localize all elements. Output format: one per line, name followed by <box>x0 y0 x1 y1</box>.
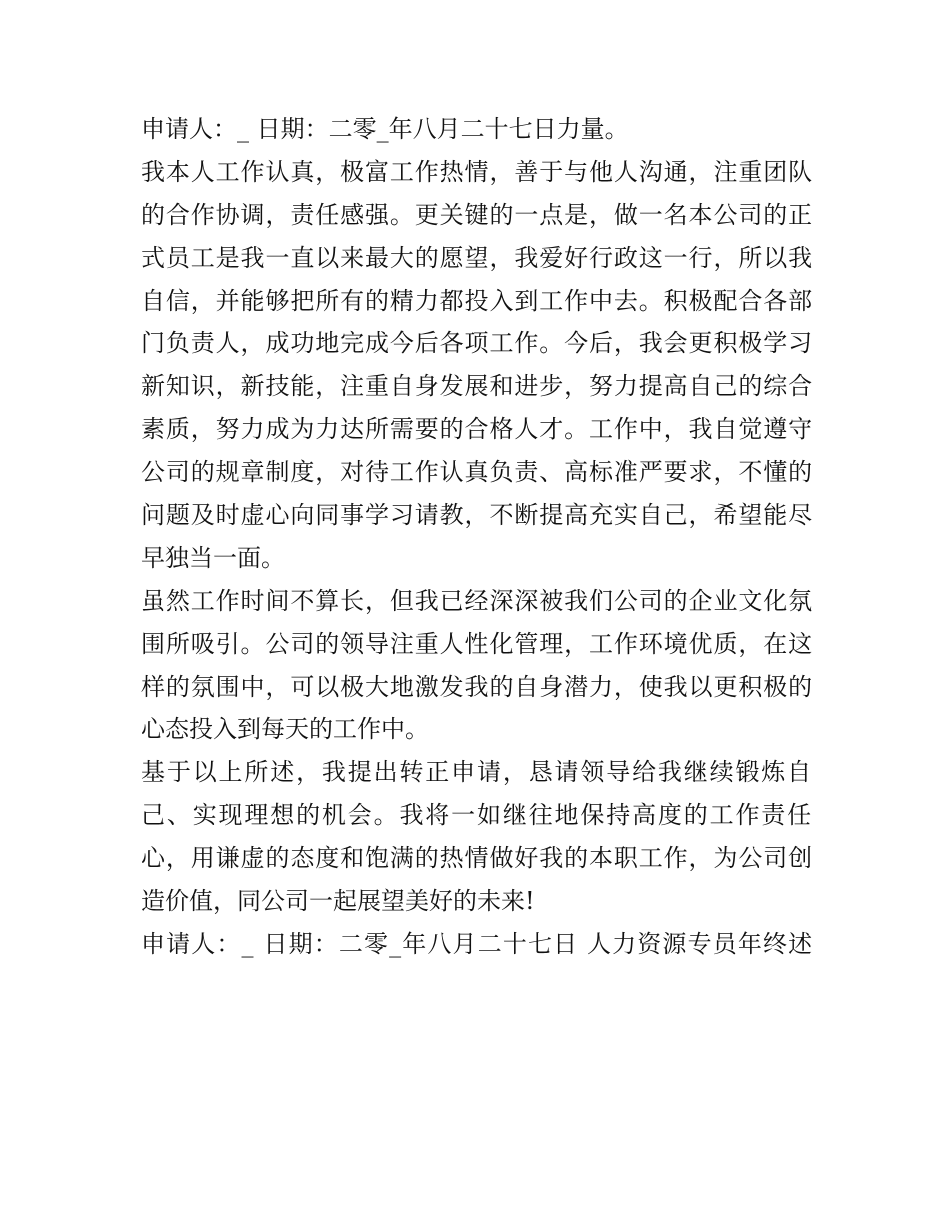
text-line: 申请人：_ 日期：二零_年八月二十七日 人力资源专员年终述 <box>141 929 814 958</box>
text-line: 的合作协调，责任感强。更关键的一点是，做一名本公司的正 <box>141 200 814 229</box>
text-line: 早独当一面。 <box>141 543 285 572</box>
text-line: 素质，努力成为力达所需要的合格人才。工作中，我自觉遵守 <box>141 415 814 444</box>
text-line: 围所吸引。公司的领导注重人性化管理，工作环境优质，在这 <box>141 629 814 658</box>
text-line: 心态投入到每天的工作中。 <box>141 715 429 744</box>
text-line: 公司的规章制度，对待工作认真负责、高标准严要求，不懂的 <box>141 458 814 487</box>
text-line: 造价值，同公司一起展望美好的未来! <box>141 887 535 916</box>
text-line: 申请人：_ 日期：二零_年八月二十七日力量。 <box>141 115 629 143</box>
text-line: 门负责人，成功地完成今后各项工作。今后，我会更积极学习 <box>141 329 814 358</box>
text-line: 心，用谦虚的态度和饱满的热情做好我的本职工作，为公司创 <box>141 844 814 873</box>
text-line: 我本人工作认真，极富工作热情，善于与他人沟通，注重团队 <box>141 157 814 186</box>
text-line: 样的氛围中，可以极大地激发我的自身潜力，使我以更积极的 <box>141 672 814 701</box>
document-body <box>141 108 813 966</box>
text-line: 虽然工作时间不算长，但我已经深深被我们公司的企业文化氛 <box>141 586 814 615</box>
text-line: 自信，并能够把所有的精力都投入到工作中去。积极配合各部 <box>141 286 814 315</box>
text-line: 问题及时虚心向同事学习请教，不断提高充实自己，希望能尽 <box>141 501 814 530</box>
text-line: 式员工是我一直以来最大的愿望，我爱好行政这一行，所以我 <box>141 243 814 272</box>
text-line: 基于以上所述，我提出转正申请，恳请领导给我继续锻炼自 <box>141 758 813 787</box>
text-line: 新知识，新技能，注重自身发展和进步，努力提高自己的综合 <box>141 372 814 401</box>
text-line: 己、实现理想的机会。我将一如继往地保持高度的工作责任 <box>141 801 813 830</box>
